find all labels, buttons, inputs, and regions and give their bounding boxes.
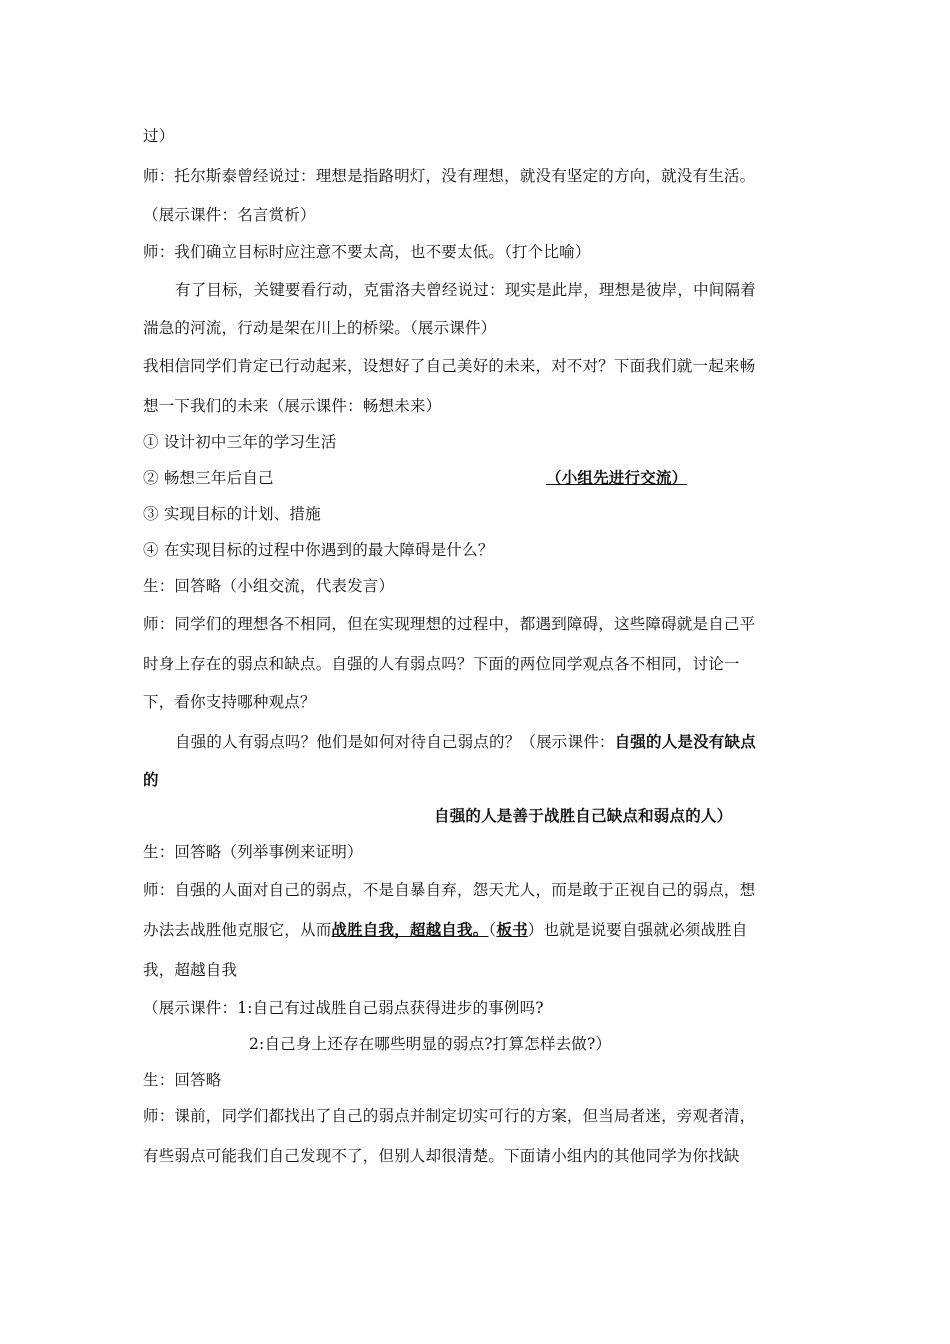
text-line: 2:自己身上还存在哪些明显的弱点?打算怎样去做?）	[249, 1035, 612, 1053]
bold-underlined-text: 战胜自我，超越自我。	[331, 920, 489, 939]
board-writing-label: 板书	[496, 920, 528, 939]
list-item: ① 设计初中三年的学习生活	[143, 433, 337, 451]
text-line: 过）	[143, 127, 175, 145]
text-line: 的	[143, 770, 159, 789]
text-run: 自强的人有弱点吗？他们是如何对待自己弱点的？（展示课件：	[175, 733, 615, 751]
text-line: 湍急的河流，行动是架在川上的桥梁。（展示课件）	[143, 319, 497, 337]
group-discussion-note: （小组先进行交流）	[546, 468, 688, 487]
text-line: 师：课前，同学们都找出了自己的弱点并制定切实可行的方案，但当局者迷，旁观者清，	[143, 1107, 756, 1125]
text-line: 下，看你支持哪种观点？	[143, 693, 316, 711]
text-line: 师：同学们的理想各不相同，但在实现理想的过程中，都遇到障碍，这些障碍就是自己平	[143, 615, 756, 633]
text-line: 有些弱点可能我们自己发现不了，但别人却很清楚。下面请小组内的其他同学为你找缺	[143, 1147, 740, 1165]
text-line: 有了目标，关键要看行动，克雷洛夫曾经说过：现实是此岸，理想是彼岸，中间隔着	[175, 281, 756, 299]
text-line	[175, 732, 756, 752]
list-item: ③ 实现目标的计划、措施	[143, 505, 321, 523]
text-line: （展示课件：名言赏析）	[143, 206, 316, 224]
text-line: 时身上存在的弱点和缺点。自强的人有弱点吗？下面的两位同学观点各不相同，讨论一	[143, 655, 740, 673]
text-run: （	[488, 921, 497, 939]
text-line: 我相信同学们肯定已行动起来，设想好了自己美好的未来，对不对？下面我们就一起来畅	[143, 357, 756, 375]
text-line: 师：我们确立目标时应注意不要太高，也不要太低。（打个比喻）	[143, 243, 591, 261]
text-run: ）也就是说要自强就必须战胜自	[527, 921, 748, 939]
list-item: ② 畅想三年后自己	[143, 469, 274, 487]
text-line	[143, 920, 748, 940]
list-item: ④ 在实现目标的过程中你遇到的最大障碍是什么？	[143, 541, 494, 559]
text-line: 师：自强的人面对自己的弱点，不是自暴自弃，怨天尤人，而是敢于正视自己的弱点，想	[143, 881, 756, 899]
text-line: 想一下我们的未来（展示课件：畅想未来）	[143, 397, 442, 415]
text-line: 生：回答略（小组交流，代表发言）	[143, 577, 395, 595]
text-line: （展示课件：1:自己有过战胜自己弱点获得进步的事例吗?	[143, 999, 544, 1017]
text-line: 我，超越自我	[143, 961, 238, 979]
text-line: 生：回答略	[143, 1071, 222, 1089]
text-line: 生：回答略（列举事例来证明）	[143, 843, 363, 861]
bold-text: 自强的人是没有缺点	[614, 732, 756, 751]
text-line: 自强的人是善于战胜自己缺点和弱点的人）	[434, 806, 733, 825]
text-line: 师：托尔斯泰曾经说过：理想是指路明灯，没有理想，就没有坚定的方向，就没有生活。	[143, 167, 756, 185]
text-run: 办法去战胜他克服它，从而	[143, 921, 332, 939]
